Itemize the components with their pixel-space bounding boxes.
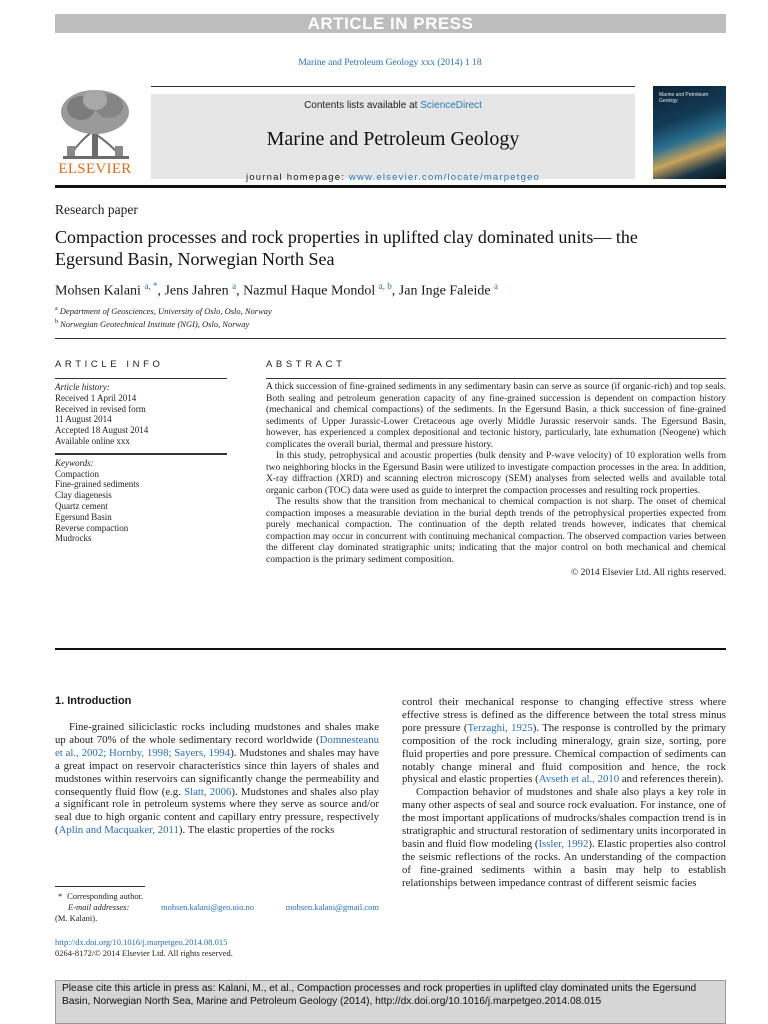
paper-type: Research paper (55, 202, 138, 217)
keyword-item: Quartz cement (55, 500, 108, 511)
email-link[interactable]: mohsen.kalani@gmail.com (285, 901, 379, 912)
paper-title: Compaction processes and rock properties in uplifted clay dominated units— the Egersund Basin, Norwegian North Sea (55, 227, 638, 269)
journal-citation-link[interactable]: Marine and Petroleum Geology xxx (2014) 1 18 (298, 58, 482, 68)
corresponding-author: Corresponding author. (67, 891, 144, 901)
journal-title: Marine and Petroleum Geology (266, 128, 520, 150)
history-item: Received in revised form (55, 403, 146, 414)
author-name: Jens Jahren (164, 283, 229, 299)
author-name: Mohsen Kalani (55, 283, 141, 299)
journal-header (55, 86, 726, 186)
reference-link[interactable]: Domnesteanu et al., 2002; Hornby, 1998; Sayers, 1994 (55, 733, 379, 759)
copyright: © 2014 Elsevier Ltd. All rights reserved. (571, 568, 726, 578)
abstract-paragraph: The results show that the transition from mechanical to chemical compaction is not sharp. The onset of chemical compaction imposes a measurable deviation in the burial depth trends of the petrophysical properties expected from purely mechanical compaction. The continuation of the depth related trends however, indicates that chemical compaction may occur in concurrent with continuing mechanical compaction. The observed compaction varies between the different clay dominated stratigraphic units; indicating that the major control on both mechanical and chemical compaction is the primary sediment composition. (266, 497, 726, 565)
sciencedirect-link[interactable]: ScienceDirect (420, 100, 482, 111)
issn-line: 0264-8172/© 2014 Elsevier Ltd. All rights reserved. (55, 947, 233, 958)
header-rule (55, 185, 726, 188)
tree-icon (55, 86, 137, 164)
cover-title: Marine and Petroleum Geology (659, 92, 709, 104)
author-affiliation-link[interactable]: a, * (144, 281, 158, 291)
abstract-paragraph: A thick succession of fine-grained sediments in any sedimentary basin can serve as source (if organic-rich) and top seals. Both sealing and petroleum generation capacity of any fine-grained succession is dependent on compaction history (mechanical and chemical compactions) of the sediments. In the Egersund Basin, a thick succession of fine-grained sediments of Upper Jurassic-Lower Cretaceous age overly Middle Jurassic reservoir sands. The Egersund Basin, however, has experienced a complex depositional and tectonic history, particularly, late exhumation (Neogene) which complicates the overall burial, thermal and pressure history. (266, 382, 726, 450)
keyword-item: Fine-grained sediments (55, 479, 140, 490)
affiliations (55, 304, 272, 330)
article-info-label: ARTICLE INFO (55, 359, 164, 370)
footnote-marker: * (58, 891, 63, 901)
email-label: E-mail addresses: (68, 901, 130, 912)
elsevier-tree-logo (55, 86, 145, 182)
author-name: Nazmul Haque Mondol (243, 283, 376, 299)
reference-link[interactable]: Aplin and Macquaker, 2011 (58, 824, 179, 837)
abstract-label: ABSTRACT (266, 359, 346, 370)
footnote (55, 891, 379, 923)
header-top-rule (151, 86, 635, 87)
journal-cover-image (653, 86, 726, 179)
author-affiliation-link[interactable]: a (494, 281, 499, 291)
article-info (55, 378, 227, 544)
abstract-paragraph: In this study, petrophysical and acoustic properties (bulk density and P-wave velocity) of 10 exploration wells from two neighboring blocks in the Egersund Basin were utilized to investigate compaction processes in the area. In addition, X-ray diffraction (XRD) and scanning electron microscopy (SEM) analyses from selected wells and available total organic carbon (TOC) data were used as guide to interpret the compaction processes and resulting rock properties. (266, 451, 726, 496)
divider (55, 648, 726, 650)
reference-link[interactable]: Issler, 1992 (538, 837, 589, 850)
reference-link[interactable]: Avseth et al., 2010 (538, 773, 620, 786)
keywords: Keywords: Compaction Fine-grained sediments Clay diagenesis Quartz cement Egersund Basin Reverse compaction Mudrocks (55, 455, 227, 544)
section-heading: 1. Introduction (55, 695, 132, 707)
history-item: 11 August 2014 (55, 414, 112, 425)
keyword-item: Mudrocks (55, 533, 92, 544)
body-column-left (55, 721, 379, 837)
keyword-item: Compaction (55, 468, 99, 479)
journal-masthead (151, 94, 635, 183)
article-in-press-banner: ARTICLE IN PRESS (55, 14, 726, 33)
keyword-item: Clay diagenesis (55, 490, 112, 501)
keyword-item: Egersund Basin (55, 511, 112, 522)
doi-block (55, 937, 233, 959)
homepage-link[interactable]: www.elsevier.com/locate/marpetgeo (348, 172, 541, 183)
reference-link[interactable]: Slatt, 2006 (184, 785, 232, 798)
keyword-item: Reverse compaction (55, 522, 129, 533)
author-name: Jan Inge Faleide (398, 283, 491, 299)
history-item: Received 1 April 2014 (55, 392, 137, 403)
journal-homepage (151, 172, 635, 183)
author-affiliation-link[interactable]: a, b (378, 281, 392, 291)
divider (55, 338, 726, 339)
author-list: Mohsen Kalani $^{a, *}$, Jens Jahren $^a$, Nazmul Haque Mondol $^{a, b}$, Jan Inge Faleide $^a$ (55, 281, 499, 299)
homepage-prefix: journal homepage: (245, 172, 349, 183)
affiliation-item: $^a$ Department of Geosciences, University of Oslo, Oslo, Norway (55, 305, 272, 316)
history-item: Available online xxx (55, 435, 130, 446)
author-affiliation-link[interactable]: a (232, 281, 237, 291)
author-name-note: (M. Kalani). (55, 912, 98, 923)
publisher-name: ELSEVIER (58, 161, 132, 177)
footnote-rule (55, 886, 145, 887)
contents-prefix: Contents lists available at (304, 100, 421, 111)
contents-line (151, 100, 635, 111)
history-item: Accepted 18 August 2014 (55, 425, 149, 436)
abstract-body (266, 382, 726, 580)
doi-link[interactable]: http://dx.doi.org/10.1016/j.marpetgeo.2014.08.015 (55, 937, 228, 947)
body-column-right (402, 696, 726, 890)
affiliation-item: $^b$ Norwegian Geotechnical Institute (NGI), Oslo, Norway (55, 318, 250, 329)
body-paragraph: Fine-grained siliciclastic rocks including mudstones and shales make up about 70% of the whole sedimentary record worldwide (Domnesteanu et al., 2002; Hornby, 1998; Sayers, 1994). Mudstones and shales may have a great impact on reservoir characteristics since thin layers of shales and mudstones within reservoirs can significantly change the permeability and consequently fluid flow (e.g. Slatt, 2006). Mudstones and shales also play a significant role in petroleum systems where they serve as source and/or seal due to high organic content and capillary entry pressure, respectively (Aplin and Macquaker, 2011). The elastic properties of the rocks (55, 721, 379, 837)
email-link[interactable]: mohsen.kalani@geo.uio.no (160, 901, 255, 912)
divider (266, 378, 726, 379)
article-history: Article history: Received 1 April 2014 Received in revised form 11 August 2014 Accepted 18 August 2014 Available online xxx (55, 379, 227, 447)
reference-link[interactable]: Terzaghi, 1925 (467, 721, 533, 734)
cite-this-article-box: Please cite this article in press as: Kalani, M., et al., Compaction processes and rock properties in uplifted clay dominated units the Egersund Basin, Norwegian North Sea, Marine and Petroleum Geology (2014), http://dx.doi.org/10.1016/j.marpetgeo.2014.08.015 (55, 980, 726, 1024)
body-paragraph: Compaction behavior of mudstones and shale also plays a key role in many other aspects of seal and source rock evaluation. For instance, one of the most important applications of mudrocks/shales compaction trend is in stratigraphic and structural restoration of sedimentary units incorporated in basin and fluid flow modeling (Issler, 1992). Elastic properties also control the seismic reflections of the rocks. An understanding of the compaction of fine-grained sediments within a basin may help to establish relationships between impedance contrast of different seismic facies (402, 786, 727, 889)
body-paragraph: control their mechanical response to changing effective stress where effective stress is defined as the difference between the total stress minus pore pressure (Terzaghi, 1925). The response is controlled by the primary composition of the rock including mineralogy, grain size, sorting, pore fluid properties and pore pressure. Chemical compaction of sediments can notably change mineral and fluid composition and hence, the rock physical and elastic properties (Avseth et al., 2010 and references therein). (402, 696, 727, 786)
